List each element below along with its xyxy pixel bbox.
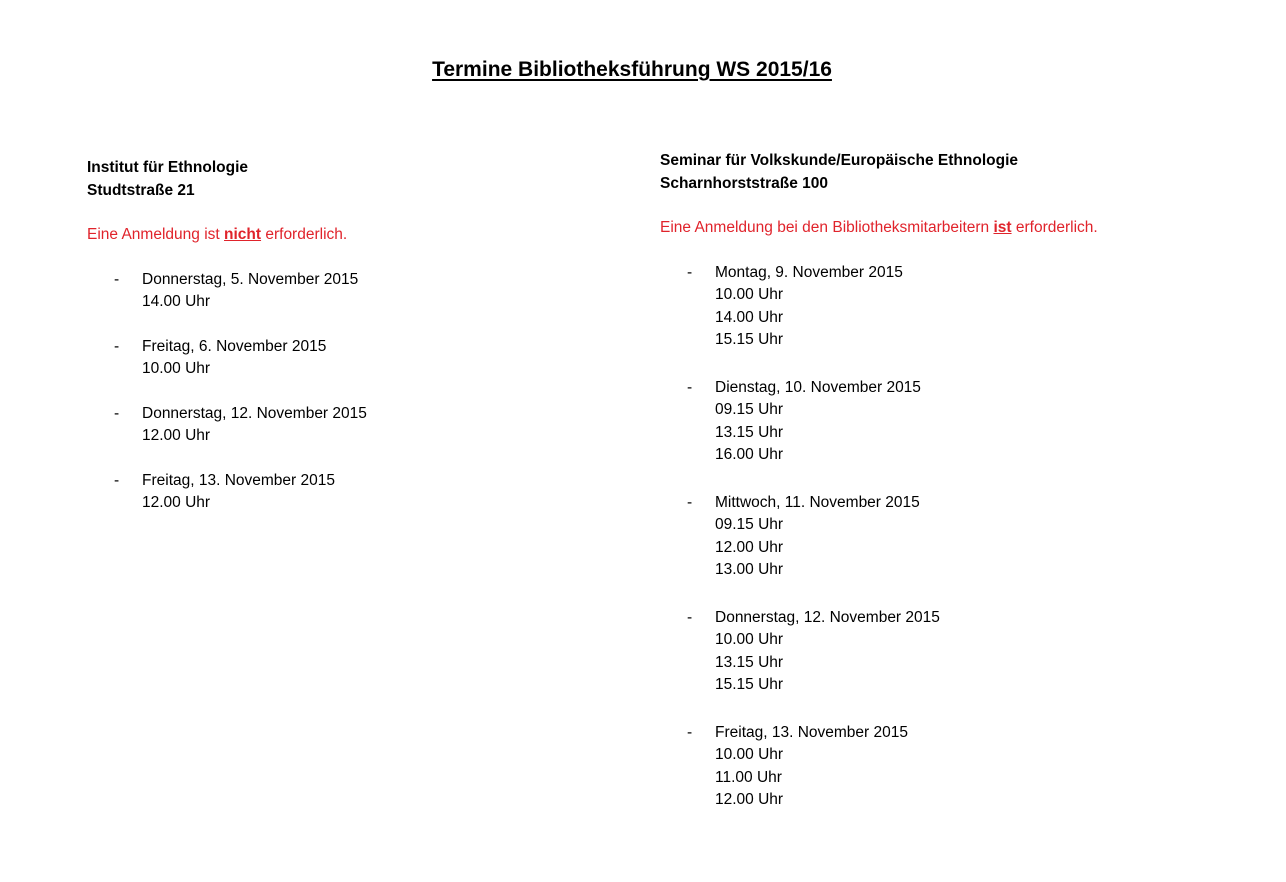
session-date: Freitag, 13. November 2015: [715, 723, 908, 741]
dash-bullet: -: [687, 608, 693, 626]
session-time: 13.15 Uhr: [715, 423, 784, 441]
session-date: Mittwoch, 11. November 2015: [715, 493, 920, 511]
left-notice-emphasis: nicht: [224, 226, 262, 243]
list-item: [660, 492, 1260, 582]
list-item: [660, 722, 1260, 812]
page-title-text: Termine Bibliotheksführung WS 2015/16: [432, 58, 832, 81]
session-time: 14.00 Uhr: [715, 308, 784, 326]
left-notice-before: Eine Anmeldung ist: [87, 226, 225, 243]
session-time: 10.00 Uhr: [715, 631, 784, 648]
dash-bullet: -: [114, 270, 120, 288]
session-date: Montag, 9. November 2015: [715, 263, 903, 281]
list-item: [87, 269, 607, 314]
session-time: 10.00 Uhr: [142, 360, 211, 377]
dash-bullet: -: [114, 337, 120, 355]
right-notice-before: Eine Anmeldung bei den Bibliotheksmitarbeitern: [660, 219, 994, 236]
session-time: 13.15 Uhr: [715, 653, 784, 671]
dash-bullet: -: [687, 378, 693, 396]
right-registration-notice: [660, 217, 1260, 240]
session-date: Donnerstag, 12. November 2015: [715, 608, 940, 626]
session-time: 09.15 Uhr: [715, 401, 784, 418]
session-date: Donnerstag, 12. November 2015: [142, 404, 367, 422]
session-time: 10.00 Uhr: [715, 746, 784, 763]
dash-bullet: -: [687, 263, 693, 281]
session-time: 12.00 Uhr: [142, 427, 211, 444]
dash-bullet: -: [114, 404, 120, 422]
list-item: [87, 403, 607, 448]
session-time: 15.15 Uhr: [715, 676, 784, 693]
session-time: 12.00 Uhr: [715, 791, 784, 808]
session-time: 10.00 Uhr: [715, 286, 784, 303]
right-notice-emphasis: ist: [993, 219, 1012, 236]
right-institute-name: Seminar für Volkskunde/Europäische Ethnologie: [660, 152, 1019, 169]
right-column: [660, 150, 1260, 812]
session-time: 12.00 Uhr: [142, 494, 211, 511]
session-time: 12.00 Uhr: [715, 538, 784, 556]
session-date: Freitag, 6. November 2015: [142, 337, 327, 355]
session-time: 16.00 Uhr: [715, 446, 784, 463]
left-session-list: [87, 269, 607, 515]
session-date: Freitag, 13. November 2015: [142, 471, 335, 489]
right-institute-address: Scharnhorststraße 100: [660, 174, 828, 192]
dash-bullet: -: [687, 493, 693, 511]
session-time: 14.00 Uhr: [142, 293, 211, 310]
session-time: 11.00 Uhr: [715, 768, 782, 786]
page-title: [0, 56, 1264, 84]
left-column: [87, 157, 607, 515]
list-item: [660, 607, 1260, 697]
list-item: [87, 336, 607, 381]
list-item: [87, 470, 607, 515]
left-institute-address: Studtstraße 21: [87, 181, 195, 199]
dash-bullet: -: [114, 471, 120, 489]
left-registration-notice: [87, 224, 607, 247]
right-notice-after: erforderlich.: [1011, 219, 1098, 236]
right-session-list: [660, 262, 1260, 812]
session-date: Dienstag, 10. November 2015: [715, 378, 921, 396]
session-time: 13.00 Uhr: [715, 561, 784, 578]
left-institute-name: Institut für Ethnologie: [87, 159, 249, 176]
session-time: 15.15 Uhr: [715, 331, 784, 348]
session-date: Donnerstag, 5. November 2015: [142, 270, 359, 288]
list-item: [660, 262, 1260, 352]
left-notice-after: erforderlich.: [261, 226, 348, 243]
session-time: 09.15 Uhr: [715, 516, 784, 533]
dash-bullet: -: [687, 723, 693, 741]
list-item: [660, 377, 1260, 467]
